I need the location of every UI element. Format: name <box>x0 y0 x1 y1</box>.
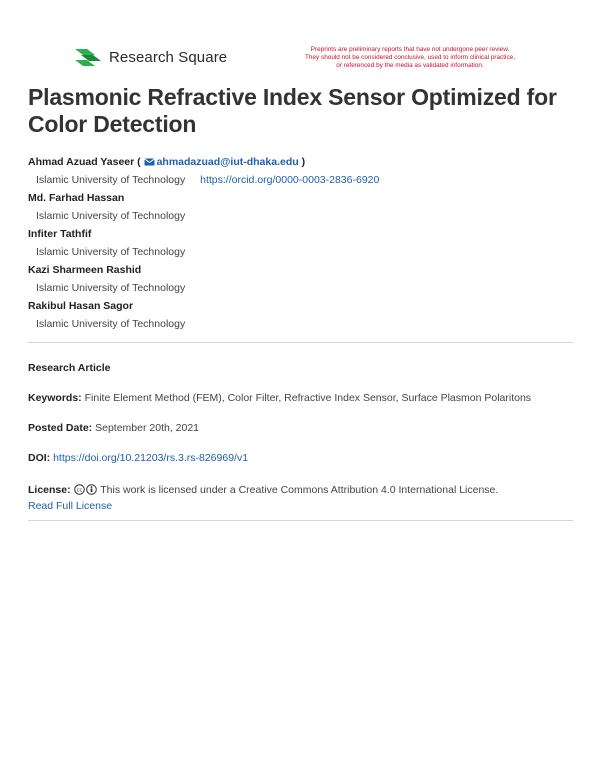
notice-line: or referenced by the media as validated information. <box>336 62 484 69</box>
license-text: This work is licensed under a Creative Commons Attribution 4.0 International License. <box>100 484 499 496</box>
posted-date-value: September 20th, 2021 <box>95 422 200 434</box>
research-square-logo-icon <box>73 46 103 68</box>
posted-date-label: Posted Date: <box>28 422 93 434</box>
page-title: Plasmonic Refractive Index Sensor Optimized for Color Detection <box>28 84 557 137</box>
brand-name: Research Square <box>109 48 228 66</box>
notice-line: They should not be considered conclusive, used to inform clinical practice, <box>305 54 515 61</box>
author-name: Infiter Tathfif <box>28 228 92 240</box>
envelope-icon <box>144 158 155 166</box>
divider <box>28 520 573 521</box>
author-affiliation: Islamic University of Technology <box>36 282 186 294</box>
author-name: Md. Farhad Hassan <box>28 192 125 204</box>
author-name: Kazi Sharmeen Rashid <box>28 264 142 276</box>
author-list <box>28 153 578 333</box>
doi-label: DOI: <box>28 452 51 464</box>
research-square-logo[interactable] <box>73 46 227 68</box>
posted-date-row <box>28 422 588 434</box>
doi-row <box>28 452 588 464</box>
orcid-link[interactable]: https://orcid.org/0000-0003-2836-6920 <box>200 174 380 186</box>
doi-link[interactable]: https://doi.org/10.21203/rs.3.rs-826969/v1 <box>53 452 249 464</box>
notice-line: Preprints are preliminary reports that have not undergone peer review. <box>310 46 510 53</box>
author-affiliation: Islamic University of Technology <box>36 246 186 258</box>
email-paren-close: ) <box>298 156 306 168</box>
author-name: Ahmad Azuad Yaseer <box>28 156 135 168</box>
article-type: Research Article <box>28 362 111 374</box>
preprint-notice <box>270 46 550 70</box>
license-row <box>28 482 588 514</box>
divider <box>28 342 573 343</box>
author-entry <box>28 153 578 171</box>
author-email-link[interactable]: ahmadazuad@iut-dhaka.edu <box>156 156 299 168</box>
license-label: License: <box>28 484 71 496</box>
email-paren-open: ( <box>137 156 144 168</box>
author-affiliation: Islamic University of Technology <box>36 318 186 330</box>
keywords-value: Finite Element Method (FEM), Color Filter, Refractive Index Sensor, Surface Plasmon Polaritons <box>84 392 532 404</box>
cc-icon <box>74 484 85 495</box>
svg-text:cc: cc <box>76 487 82 494</box>
author-affiliation: Islamic University of Technology <box>36 174 186 186</box>
keywords-row <box>28 392 588 404</box>
cc-by-icon <box>86 484 97 495</box>
author-affiliation-row <box>28 171 578 189</box>
keywords-label: Keywords: <box>28 392 82 404</box>
author-affiliation: Islamic University of Technology <box>36 210 186 222</box>
author-name: Rakibul Hasan Sagor <box>28 300 134 312</box>
read-full-license-link[interactable]: Read Full License <box>28 500 113 512</box>
